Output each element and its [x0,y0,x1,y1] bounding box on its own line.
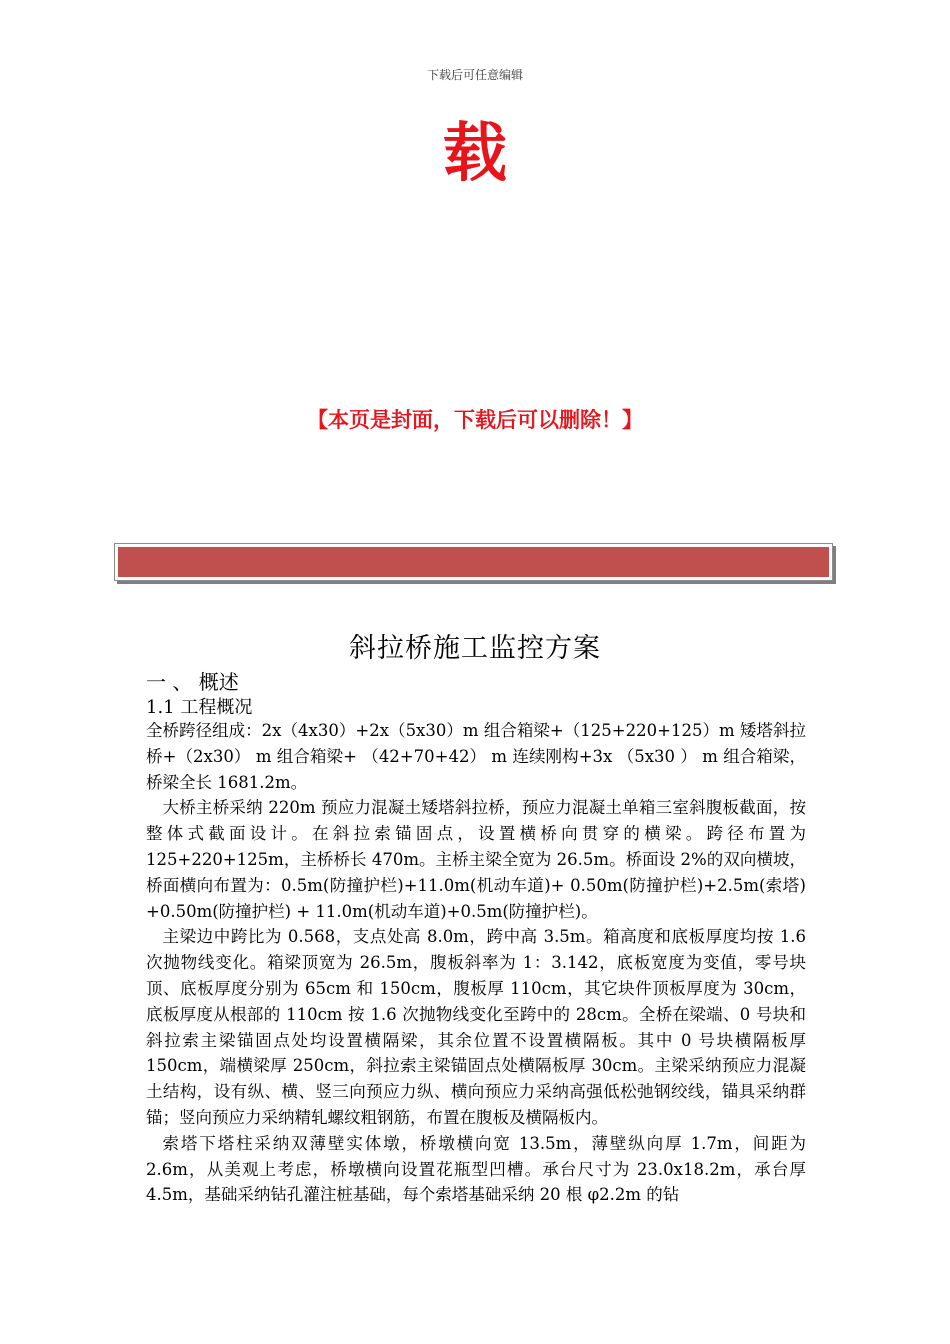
subsection-heading-project-overview: 1.1 工程概况 [146,697,253,718]
header-note: 下载后可任意编辑 [426,68,523,82]
cover-character: 载 [443,117,507,191]
paragraph-main-bridge: 大桥主桥采纳 220m 预应力混凝土矮塔斜拉桥，预应力混凝土单箱三室斜腹板截面，按整体式截面设计。在斜拉索锚固点，设置横桥向贯穿的横梁。跨径布置为 125+220+125m，主桥桥长 470m。主桥主梁全宽为 26.5m。桥面设 2%的双向横坡，桥面横向布置为：0.5m(防撞护栏)+11.0m(机动车道)+ 0.50m(防撞护栏)+2.5m(索塔) +0.50m(防撞护栏) + 11.0m(机动车道)+0.5m(防撞护栏)。 [146,798,806,921]
paragraph-pylon: 索塔下塔柱采纳双薄壁实体墩，桥墩横向宽 13.5m，薄壁纵向厚 1.7m，间距为 2.6m，从美观上考虑，桥墩横向设置花瓶型凹槽。承台尺寸为 23.0x18.2m，承台厚 4.5m，基础采纳钻孔灌注桩基础，每个索塔基础采纳 20 根 φ2.2m 的钻 [146,1133,806,1205]
section-heading-overview: 一 、 概述 [146,670,239,694]
body-text [146,718,806,1208]
document-title: 斜拉桥施工监控方案 [349,633,601,664]
paragraph-main-girder: 主梁边中跨比为 0.568，支点处高 8.0m，跨中高 3.5m。箱高度和底板厚度均按 1.6 次抛物线变化。箱梁顶宽为 26.5m，腹板斜率为 1：3.142，底板宽度为变值，零号块顶、底板厚度分别为 65cm 和 150cm，腹板厚 110cm，其它块件顶板厚度为 30cm， 底板厚度从根部的 110cm 按 1.6 次抛物线变化至跨中的 28cm。全桥在梁端、0 号块和斜拉索主梁锚固点处均设置横隔梁，其余位置不设置横隔板。其中 0 号块横隔板厚 150cm，端横梁厚 250cm，斜拉索主梁锚固点处横隔板厚 30cm。主梁采纳预应力混凝土结构，设有纵、横、竖三向预应力纵、横向预应力采纳高强低松弛钢绞线，锚具采纳群锚；竖向预应力采纳精轧螺纹粗钢筋，布置在腹板及横隔板内。 [146,927,806,1127]
cover-delete-notice: 【本页是封面，下载后可以删除！】 [307,408,643,432]
paragraph-span-layout: 全桥跨径组成：2x（4x30）+2x（5x30）m 组合箱梁+（125+220+125）m 矮塔斜拉桥+（2x30） m 组合箱梁+ （42+70+42） m 连续刚构+3x （5x30 ） m 组合箱梁， 桥梁全长 1681.2m。 [146,721,806,792]
decorative-banner [115,544,832,580]
